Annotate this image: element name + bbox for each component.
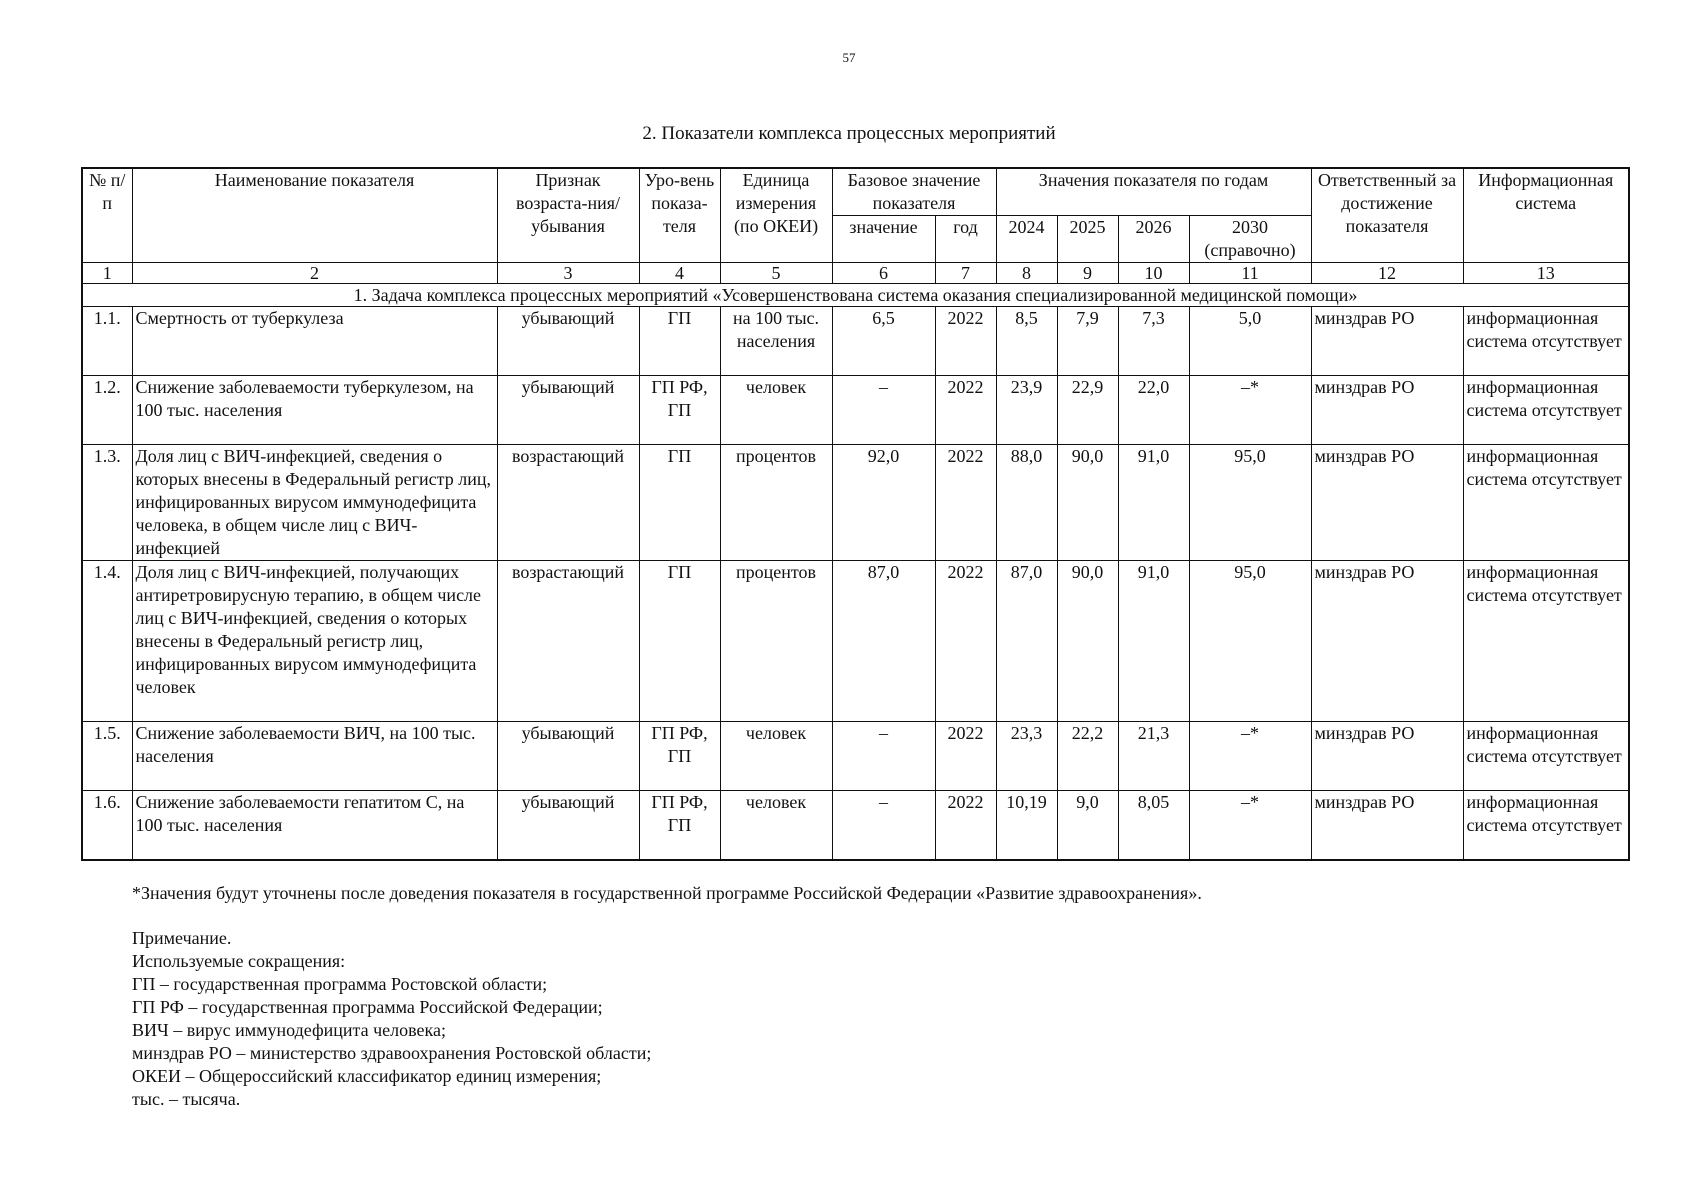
row-no: 1.6. [82, 791, 132, 860]
row-level: ГП РФ, ГП [639, 376, 720, 445]
row-name: Смертность от туберкулеза [132, 307, 497, 376]
row-base-year: 2022 [935, 791, 996, 860]
notes-heading: Примечание. [132, 928, 232, 948]
row-unit: человек [720, 791, 832, 860]
row-value-2030: 95,0 [1189, 561, 1311, 722]
header-trend: Признак возраста-ния/убывания [497, 168, 639, 263]
table-row [82, 445, 1629, 561]
table-row [82, 307, 1629, 376]
row-value-2025: 22,2 [1057, 722, 1118, 791]
row-value-2025: 90,0 [1057, 561, 1118, 722]
row-unit: человек [720, 376, 832, 445]
column-number: 5 [720, 263, 832, 284]
row-value-2024: 23,3 [996, 722, 1057, 791]
row-value-2026: 8,05 [1118, 791, 1189, 860]
header-responsible: Ответственный за достижение показателя [1311, 168, 1463, 263]
table-row [82, 791, 1629, 860]
row-trend: убывающий [497, 791, 639, 860]
row-no: 1.4. [82, 561, 132, 722]
row-trend: убывающий [497, 307, 639, 376]
column-number: 3 [497, 263, 639, 284]
section-title: 2. Показатели комплекса процессных мероприятий [642, 123, 1056, 144]
row-name: Снижение заболеваемости ВИЧ, на 100 тыс. населения [132, 722, 497, 791]
row-base-year: 2022 [935, 445, 996, 561]
column-number: 9 [1057, 263, 1118, 284]
row-unit: на 100 тыс. населения [720, 307, 832, 376]
row-trend: возрастающий [497, 561, 639, 722]
row-value-2025: 7,9 [1057, 307, 1118, 376]
row-value-2024: 8,5 [996, 307, 1057, 376]
row-base-value: – [832, 376, 935, 445]
row-value-2024: 10,19 [996, 791, 1057, 860]
row-system: информационная система отсутствует [1463, 376, 1629, 445]
column-number: 1 [82, 263, 132, 284]
row-value-2030: 95,0 [1189, 445, 1311, 561]
row-no: 1.1. [82, 307, 132, 376]
row-value-2030: –* [1189, 791, 1311, 860]
header-base-value: значение [832, 216, 935, 263]
header-row-1 [82, 168, 1629, 216]
row-unit: человек [720, 722, 832, 791]
row-value-2026: 21,3 [1118, 722, 1189, 791]
row-system: информационная система отсутствует [1463, 307, 1629, 376]
row-responsible: минздрав РО [1311, 791, 1463, 860]
header-base: Базовое значение показателя [832, 168, 996, 216]
row-value-2030: 5,0 [1189, 307, 1311, 376]
abbreviation-item: ГП – государственная программа Ростовской области; [132, 974, 548, 994]
indicators-table [81, 167, 1630, 861]
abbreviation-item: тыс. – тысяча. [132, 1089, 241, 1109]
header-level: Уро-вень показа-теля [639, 168, 720, 263]
column-number: 13 [1463, 263, 1629, 284]
task-row [82, 284, 1629, 307]
row-trend: возрастающий [497, 445, 639, 561]
row-base-value: – [832, 791, 935, 860]
column-number: 10 [1118, 263, 1189, 284]
column-number: 8 [996, 263, 1057, 284]
header-years: Значения показателя по годам [996, 168, 1311, 216]
row-base-value: – [832, 722, 935, 791]
row-name: Доля лиц с ВИЧ-инфекцией, сведения о которых внесены в Федеральный регистр лиц, инфицированных вирусом иммунодефицита человека, в общем числе лиц с ВИЧ-инфекцией [132, 445, 497, 561]
row-responsible: минздрав РО [1311, 561, 1463, 722]
column-number: 7 [935, 263, 996, 284]
row-base-year: 2022 [935, 376, 996, 445]
row-trend: убывающий [497, 722, 639, 791]
row-trend: убывающий [497, 376, 639, 445]
abbreviation-item: ГП РФ – государственная программа Российской Федерации; [132, 997, 603, 1017]
column-number: 6 [832, 263, 935, 284]
row-responsible: минздрав РО [1311, 445, 1463, 561]
row-base-year: 2022 [935, 722, 996, 791]
row-name: Снижение заболеваемости туберкулезом, на 100 тыс. населения [132, 376, 497, 445]
row-value-2025: 90,0 [1057, 445, 1118, 561]
abbreviation-item: ВИЧ – вирус иммунодефицита человека; [132, 1020, 446, 1040]
notes-block [132, 927, 651, 1111]
row-name: Снижение заболеваемости гепатитом С, на 100 тыс. населения [132, 791, 497, 860]
row-value-2026: 91,0 [1118, 445, 1189, 561]
row-value-2025: 22,9 [1057, 376, 1118, 445]
row-base-year: 2022 [935, 307, 996, 376]
row-level: ГП [639, 307, 720, 376]
row-value-2026: 91,0 [1118, 561, 1189, 722]
row-unit: процентов [720, 561, 832, 722]
header-system: Информационная система [1463, 168, 1629, 263]
row-value-2024: 88,0 [996, 445, 1057, 561]
page-number: 57 [842, 50, 856, 65]
table-row [82, 722, 1629, 791]
row-value-2025: 9,0 [1057, 791, 1118, 860]
row-base-value: 87,0 [832, 561, 935, 722]
footnote: *Значения будут уточнены после доведения показателя в государственной программе Российской Федерации «Развитие здравоохранения». [132, 883, 1202, 903]
row-responsible: минздрав РО [1311, 307, 1463, 376]
header-no: № п/п [82, 168, 132, 263]
column-numbers-row [82, 263, 1629, 284]
row-value-2024: 23,9 [996, 376, 1057, 445]
table-row [82, 561, 1629, 722]
row-no: 1.5. [82, 722, 132, 791]
row-name: Доля лиц с ВИЧ-инфекцией, получающих антиретровирусную терапию, в общем числе лиц с ВИЧ-инфекцией, сведения о которых внесены в Федеральный регистр лиц, инфицированных вирусом иммунодефицита человек [132, 561, 497, 722]
row-responsible: минздрав РО [1311, 376, 1463, 445]
header-name: Наименование показателя [132, 168, 497, 263]
row-base-year: 2022 [935, 561, 996, 722]
header-base-year: год [935, 216, 996, 263]
row-no: 1.3. [82, 445, 132, 561]
column-number: 12 [1311, 263, 1463, 284]
column-number: 2 [132, 263, 497, 284]
row-level: ГП [639, 445, 720, 561]
row-level: ГП РФ, ГП [639, 722, 720, 791]
row-level: ГП РФ, ГП [639, 791, 720, 860]
column-number: 11 [1189, 263, 1311, 284]
header-year-2026: 2026 [1118, 216, 1189, 263]
row-value-2026: 7,3 [1118, 307, 1189, 376]
row-value-2026: 22,0 [1118, 376, 1189, 445]
row-base-value: 92,0 [832, 445, 935, 561]
row-system: информационная система отсутствует [1463, 791, 1629, 860]
table-row [82, 376, 1629, 445]
row-unit: процентов [720, 445, 832, 561]
row-system: информационная система отсутствует [1463, 722, 1629, 791]
header-unit: Единица измерения (по ОКЕИ) [720, 168, 832, 263]
task-title: 1. Задача комплекса процессных мероприятий «Усовершенствована система оказания специализированной медицинской помощи» [82, 284, 1629, 307]
row-value-2030: –* [1189, 376, 1311, 445]
row-responsible: минздрав РО [1311, 722, 1463, 791]
header-year-2025: 2025 [1057, 216, 1118, 263]
column-number: 4 [639, 263, 720, 284]
notes-subheading: Используемые сокращения: [132, 951, 346, 971]
header-year-2030: 2030 (справочно) [1189, 216, 1311, 263]
row-system: информационная система отсутствует [1463, 561, 1629, 722]
row-base-value: 6,5 [832, 307, 935, 376]
row-value-2030: –* [1189, 722, 1311, 791]
row-value-2024: 87,0 [996, 561, 1057, 722]
row-system: информационная система отсутствует [1463, 445, 1629, 561]
abbreviation-item: минздрав РО – министерство здравоохранения Ростовской области; [132, 1043, 652, 1063]
row-no: 1.2. [82, 376, 132, 445]
abbreviation-item: ОКЕИ – Общероссийский классификатор единиц измерения; [132, 1066, 602, 1086]
header-year-2024: 2024 [996, 216, 1057, 263]
row-level: ГП [639, 561, 720, 722]
